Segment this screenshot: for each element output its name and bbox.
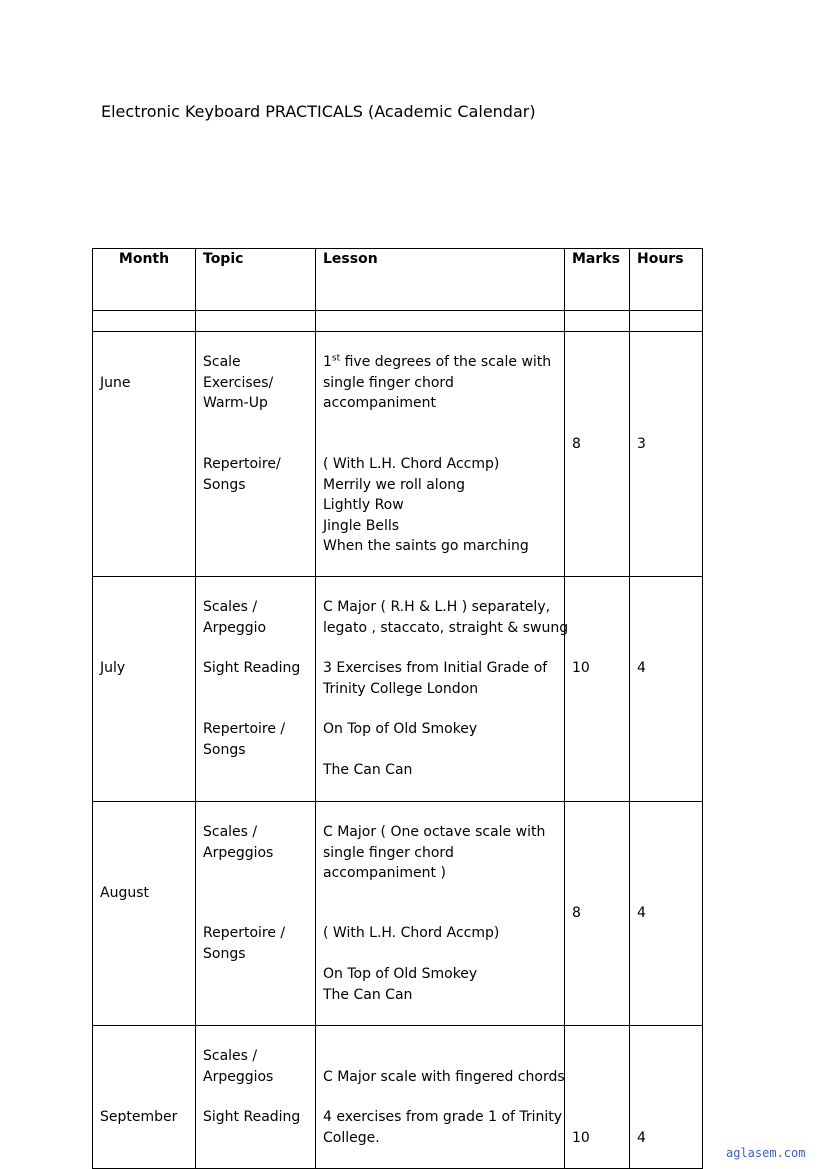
month-cell: August [100, 885, 149, 901]
table-column-rule [195, 248, 196, 1169]
ordinal-number: 1 [323, 354, 332, 370]
lesson-line: College. [323, 1129, 380, 1146]
header-lesson: Lesson [323, 251, 378, 267]
topic-line: Scales / [203, 1048, 258, 1064]
table-column-rule [629, 248, 630, 1169]
hours-cell: 4 [637, 905, 646, 921]
topic-line: Warm-Up [203, 395, 268, 411]
topic-line: Exercises/ [203, 374, 274, 391]
month-cell: September [100, 1109, 178, 1125]
topic-cell [203, 658, 300, 679]
lesson-line: accompaniment [323, 395, 437, 411]
lesson-line: Jingle Bells [323, 517, 400, 534]
hours-cell: 4 [637, 660, 646, 676]
topic-line: Sight Reading [203, 1109, 301, 1125]
lesson-cell [323, 352, 551, 414]
lesson-line [323, 352, 551, 373]
table-rule [92, 1025, 703, 1026]
topic-line: Songs [203, 476, 246, 493]
lesson-line: C Major ( One octave scale with [323, 824, 546, 840]
topic-line: Scales / [203, 599, 258, 615]
hours-cell: 4 [637, 1130, 646, 1146]
topic-line: Repertoire / [203, 925, 286, 941]
lesson-line: single finger chord [323, 374, 454, 391]
lesson-cell [323, 822, 545, 884]
topic-line: Arpeggio [203, 619, 267, 636]
lesson-line: Trinity College London [323, 680, 479, 697]
table-rule [92, 331, 703, 332]
header-month: Month [118, 251, 170, 267]
marks-cell: 8 [572, 905, 581, 921]
topic-line: Songs [203, 945, 246, 962]
month-cell: June [100, 375, 131, 391]
table-rule [92, 801, 703, 802]
lesson-cell [323, 454, 529, 557]
topic-cell [203, 822, 273, 863]
lesson-line: Lightly Row [323, 497, 404, 513]
topic-line: Repertoire / [203, 721, 286, 737]
topic-line: Arpeggios [203, 844, 274, 861]
lesson-line: 4 exercises from grade 1 of Trinity [323, 1109, 563, 1125]
lesson-line: The Can Can [323, 986, 413, 1003]
marks-cell: 10 [572, 660, 590, 676]
watermark: aglasem.com [726, 1146, 806, 1160]
lesson-line: When the saints go marching [323, 538, 529, 554]
table-rule [92, 310, 703, 311]
lesson-cell: ( With L.H. Chord Accmp) [323, 925, 500, 941]
lesson-line: On Top of Old Smokey [323, 966, 478, 982]
table-border-right [702, 248, 703, 1169]
header-marks: Marks [572, 251, 620, 267]
lesson-cell [323, 658, 547, 699]
table-rule [92, 576, 703, 577]
lesson-cell: On Top of Old Smokey [323, 721, 478, 737]
page-title: Electronic Keyboard PRACTICALS (Academic Calendar) [101, 102, 536, 121]
lesson-line: Merrily we roll along [323, 476, 466, 493]
lesson-line: ( With L.H. Chord Accmp) [323, 456, 500, 472]
lesson-cell [323, 964, 477, 1005]
lesson-text: five degrees of the scale with [340, 354, 552, 370]
marks-cell: 10 [572, 1130, 590, 1146]
topic-line: Repertoire/ [203, 456, 281, 472]
month-cell: July [100, 660, 126, 676]
topic-line: Sight Reading [203, 660, 301, 676]
topic-cell [203, 352, 273, 414]
topic-cell [203, 597, 266, 638]
table-column-rule [315, 248, 316, 1169]
topic-cell [203, 719, 285, 760]
topic-cell [203, 923, 285, 964]
ordinal-suffix: st [331, 353, 341, 364]
lesson-line: accompaniment ) [323, 865, 446, 881]
lesson-line: 3 Exercises from Initial Grade of [323, 660, 548, 676]
lesson-line: single finger chord [323, 844, 454, 861]
topic-line: Arpeggios [203, 1068, 274, 1085]
marks-cell: 8 [572, 436, 581, 452]
header-hours: Hours [637, 251, 684, 267]
lesson-line: legato , staccato, straight & swung [323, 619, 569, 636]
header-topic: Topic [203, 251, 244, 267]
hours-cell: 3 [637, 436, 646, 452]
table-column-rule [564, 248, 565, 1169]
lesson-cell: C Major scale with fingered chords [323, 1069, 565, 1085]
topic-cell [203, 1046, 273, 1087]
lesson-line: C Major ( R.H & L.H ) separately, [323, 599, 551, 615]
lesson-cell: The Can Can [323, 762, 413, 778]
topic-line: Songs [203, 741, 246, 758]
topic-line: Scale [203, 354, 241, 370]
topic-cell [203, 454, 281, 495]
topic-cell [203, 1107, 300, 1128]
lesson-cell [323, 1107, 562, 1148]
topic-line: Scales / [203, 824, 258, 840]
table-border-left [92, 248, 93, 1169]
lesson-cell [323, 597, 568, 638]
